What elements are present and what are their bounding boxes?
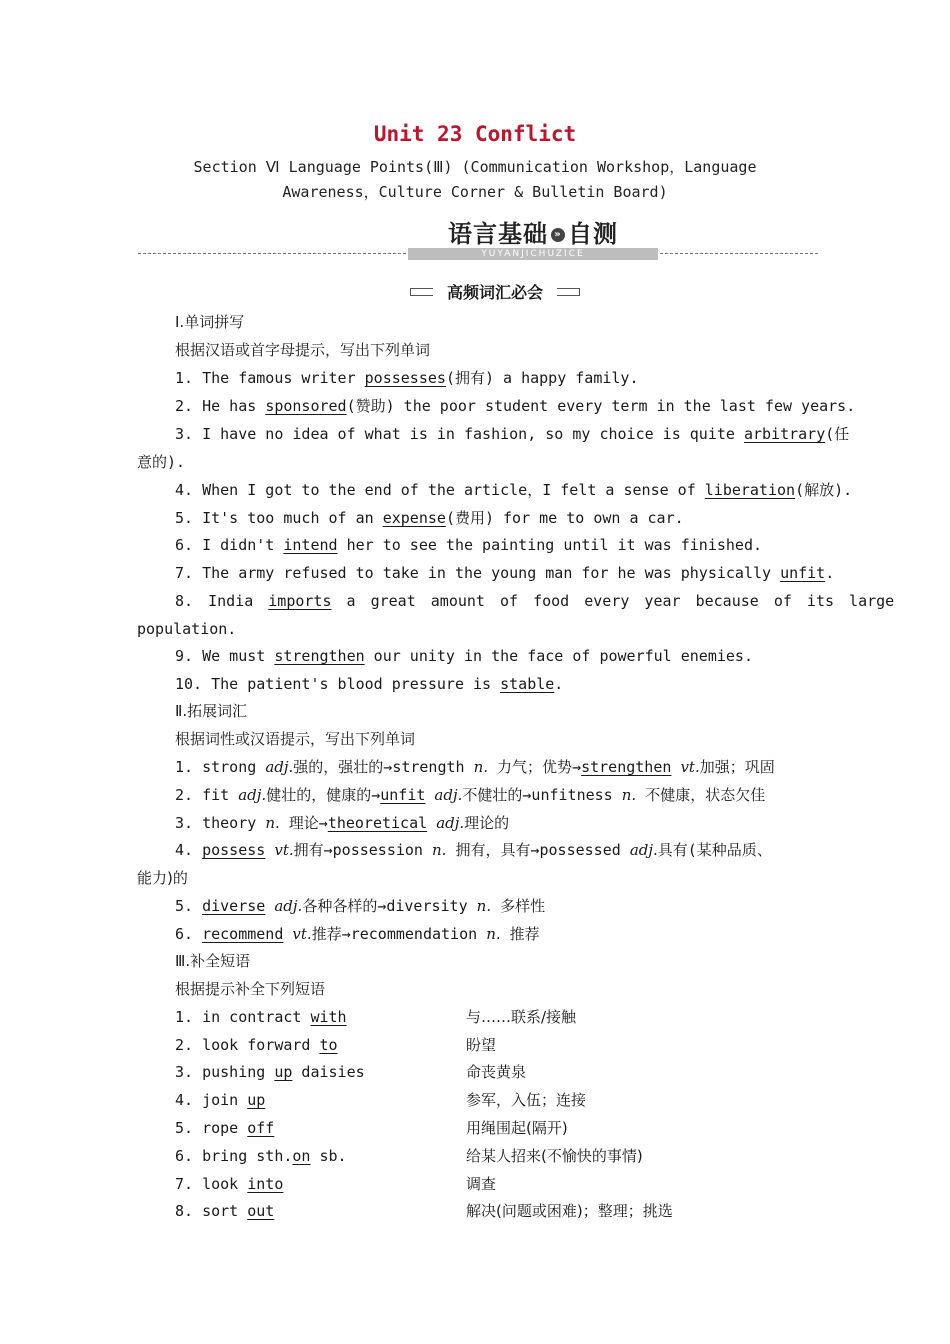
answer-blank: stable [500, 675, 555, 693]
section-header [410, 280, 580, 302]
list-item: 1. The famous writer possesses(拥有) a happy family. [175, 369, 639, 387]
answer-blank: unfit [380, 786, 426, 804]
dashed-divider-left [138, 253, 406, 254]
section-header-label: 高频词汇必会 [446, 283, 543, 302]
part3-heading: Ⅲ.补全短语 [175, 952, 251, 970]
list-item: 1. strong adj.强的，强壮的→strength n. 力气；优势→strengthen vt.加强；巩固 [175, 758, 775, 776]
list-item: 6. I didn't intend her to see the painting until it was finished. [175, 536, 763, 554]
list-item: 5. It's too much of an expense(费用) for me to own a car. [175, 509, 684, 527]
list-item: 2. He has sponsored(赞助) the poor student every term in the last few years. [175, 397, 856, 415]
list-item: 3. theory n. 理论→theoretical adj.理论的 [175, 814, 510, 832]
answer-blank: into [247, 1175, 284, 1193]
answer-blank: possesses [364, 369, 446, 387]
phrase-meaning: 解决(问题或困难)；整理；挑选 [466, 1202, 673, 1220]
answer-blank: to [319, 1036, 338, 1054]
answer-blank: strengthen [274, 647, 365, 665]
phrase-meaning: 用绳围起(隔开) [466, 1119, 568, 1137]
answer-blank: possess [202, 841, 266, 859]
answer-blank: arbitrary [743, 425, 826, 443]
phrase-meaning: 给某人招来(不愉快的事情) [466, 1147, 643, 1165]
phrase-meaning: 调查 [466, 1175, 497, 1193]
phrase-meaning: 与……联系/接触 [466, 1008, 577, 1026]
banner-title-left: 语言基础 [448, 220, 548, 248]
header-bracket-right [557, 288, 580, 296]
answer-blank: expense [382, 509, 446, 527]
list-item-continuation: 意的). [137, 453, 186, 471]
subtitle-line-2: Awareness，Culture Corner & Bulletin Board) [282, 183, 668, 201]
part2-heading: Ⅱ.拓展词汇 [175, 702, 248, 720]
answer-blank: on [292, 1147, 311, 1165]
answer-blank: strengthen [581, 758, 672, 776]
list-item: 2. look forward to [175, 1036, 338, 1054]
answer-blank: liberation [704, 481, 796, 499]
answer-blank: off [247, 1119, 275, 1137]
list-item: 5. diverse adj.各种各样的→diversity n. 多样性 [175, 897, 546, 915]
phrase-meaning: 命丧黄泉 [466, 1063, 527, 1081]
list-item-continuation: population. [137, 620, 237, 638]
list-item: 8. sort out [175, 1202, 275, 1220]
page-title: Unit 23 Conflict [373, 122, 577, 146]
list-item: 7. look into [175, 1175, 284, 1193]
dashed-divider-right [660, 253, 818, 254]
banner-subtitle: YUYANJICHUZICE [408, 248, 658, 260]
list-item-continuation: 能力)的 [137, 869, 188, 887]
banner-box [408, 214, 658, 259]
part1-heading: Ⅰ.单词拼写 [175, 313, 245, 331]
banner-title [408, 214, 658, 249]
part2-instruction: 根据词性或汉语提示，写出下列单词 [175, 730, 416, 748]
list-item: 2. fit adj.健壮的，健康的→unfit adj.不健壮的→unfitness n. 不健康，状态欠佳 [175, 786, 766, 804]
list-item: 4. join up [175, 1091, 266, 1109]
header-bracket-left [410, 288, 433, 296]
list-item: 6. bring sth.on sb. [175, 1147, 347, 1165]
list-item: 9. We must strengthen our unity in the face of powerful enemies. [175, 647, 753, 665]
part1-instruction: 根据汉语或首字母提示，写出下列单词 [175, 341, 431, 359]
section-banner [138, 214, 818, 260]
answer-blank: recommend [202, 925, 284, 943]
answer-blank: sponsored [265, 397, 347, 415]
part3-instruction: 根据提示补全下列短语 [175, 980, 326, 998]
answer-blank: with [310, 1008, 347, 1026]
phrase-meaning: 参军，入伍；连接 [466, 1091, 587, 1109]
list-item: 3. I have no idea of what is in fashion, so my choice is quite arbitrary(任 [175, 425, 850, 443]
answer-blank: up [274, 1063, 293, 1081]
subtitle-line-1: Section Ⅵ Language Points(Ⅲ) (Communication Workshop，Language [193, 158, 757, 176]
answer-blank: diverse [202, 897, 266, 915]
list-item: 3. pushing up daisies [175, 1063, 365, 1081]
answer-blank: theoretical [327, 814, 428, 832]
answer-blank: out [247, 1202, 275, 1220]
list-item: 4. When I got to the end of the article，I felt a sense of liberation(解放). [175, 481, 853, 499]
list-item: 7. The army refused to take in the young man for he was physically unfit. [175, 564, 835, 582]
list-item: 4. possess vt.拥有→possession n. 拥有，具有→possessed adj.具有(某种品质、 [175, 841, 772, 859]
list-item: 10. The patient's blood pressure is stable. [175, 675, 564, 693]
list-item: 5. rope off [175, 1119, 275, 1137]
answer-blank: up [247, 1091, 266, 1109]
answer-blank: intend [283, 536, 338, 554]
answer-blank: unfit [780, 564, 826, 582]
list-item: 8. India imports a great amount of food every year because of its large [175, 592, 895, 610]
list-item: 6. recommend vt.推荐→recommendation n. 推荐 [175, 925, 540, 943]
list-item: 1. in contract with [175, 1008, 347, 1026]
phrase-meaning: 盼望 [466, 1036, 497, 1054]
banner-title-right: 自测 [568, 220, 618, 248]
chevron-right-icon: » [551, 228, 565, 242]
answer-blank: imports [268, 592, 332, 610]
